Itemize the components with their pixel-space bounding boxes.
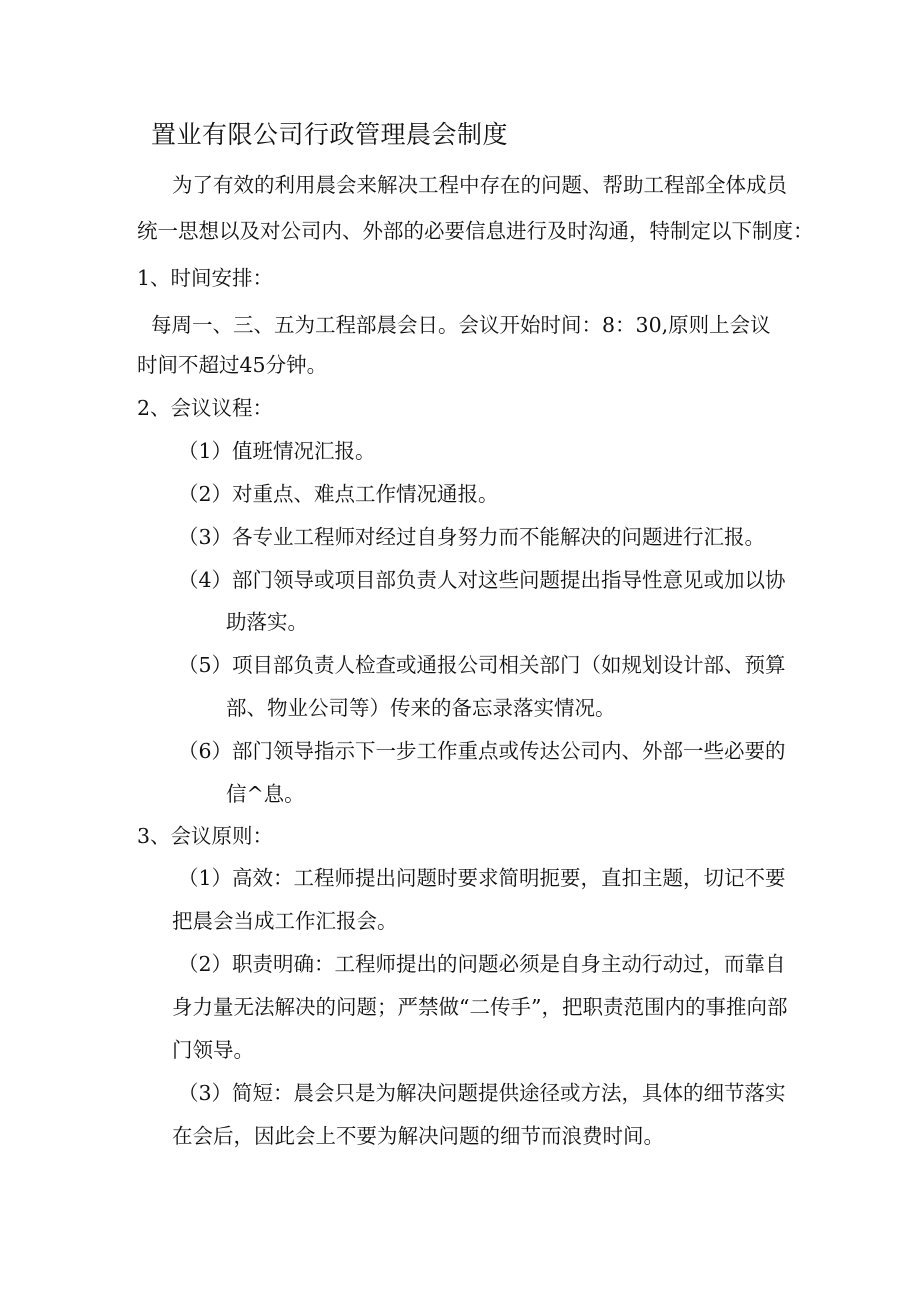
agenda-item-4-line-2: 助落实。 [226, 610, 308, 634]
section-1-body-line-2: 时间不超过45分钟。 [137, 353, 328, 377]
principle-2-line-3: 门领导。 [172, 1038, 254, 1062]
section-2-heading: 2、会议议程： [137, 396, 274, 420]
principle-2-line-1: （2）职责明确：工程师提出的问题必须是自身主动行动过，而靠自 [178, 952, 786, 976]
intro-line-1: 为了有效的利用晨会来解决工程中存在的问题、帮助工程部全体成员 [172, 173, 787, 197]
agenda-item-6-line-2: 信^息。 [226, 782, 305, 806]
intro-line-2: 统一思想以及对公司内、外部的必要信息进行及时沟通，特制定以下制度： [137, 219, 814, 243]
principle-3-line-1: （3）简短：晨会只是为解决问题提供途径或方法，具体的细节落实 [178, 1081, 786, 1105]
document-title: 置业有限公司行政管理晨会制度 [151, 120, 509, 149]
agenda-item-3: （3）各专业工程师对经过自身努力而不能解决的问题进行汇报。 [178, 525, 766, 549]
agenda-item-4-line-1: （4）部门领导或项目部负责人对这些问题提出指导性意见或加以协 [178, 568, 786, 592]
agenda-item-5-line-1: （5）项目部负责人检查或通报公司相关部门（如规划设计部、预算 [178, 653, 786, 677]
agenda-item-5-line-2: 部、物业公司等）传来的备忘录落实情况。 [226, 696, 616, 720]
section-3-heading: 3、会议原则： [137, 824, 274, 848]
agenda-item-2: （2）对重点、难点工作情况通报。 [178, 482, 499, 506]
section-1-body-line-1: 每周一、三、五为工程部晨会日。会议开始时间：8：30,原则上会议 [151, 313, 771, 337]
principle-1-line-2: 把晨会当成工作汇报会。 [172, 909, 398, 933]
section-1-heading: 1、时间安排： [137, 266, 274, 290]
principle-3-line-2: 在会后，因此会上不要为解决问题的细节而浪费时间。 [172, 1124, 664, 1148]
principle-1-line-1: （1）高效：工程师提出问题时要求简明扼要，直扣主题，切记不要 [178, 866, 786, 890]
agenda-item-1: （1）值班情况汇报。 [178, 439, 376, 463]
agenda-item-6-line-1: （6）部门领导指示下一步工作重点或传达公司内、外部一些必要的 [178, 739, 786, 763]
principle-2-line-2: 身力量无法解决的问题；严禁做“二传手”，把职责范围内的事推向部 [172, 995, 788, 1019]
